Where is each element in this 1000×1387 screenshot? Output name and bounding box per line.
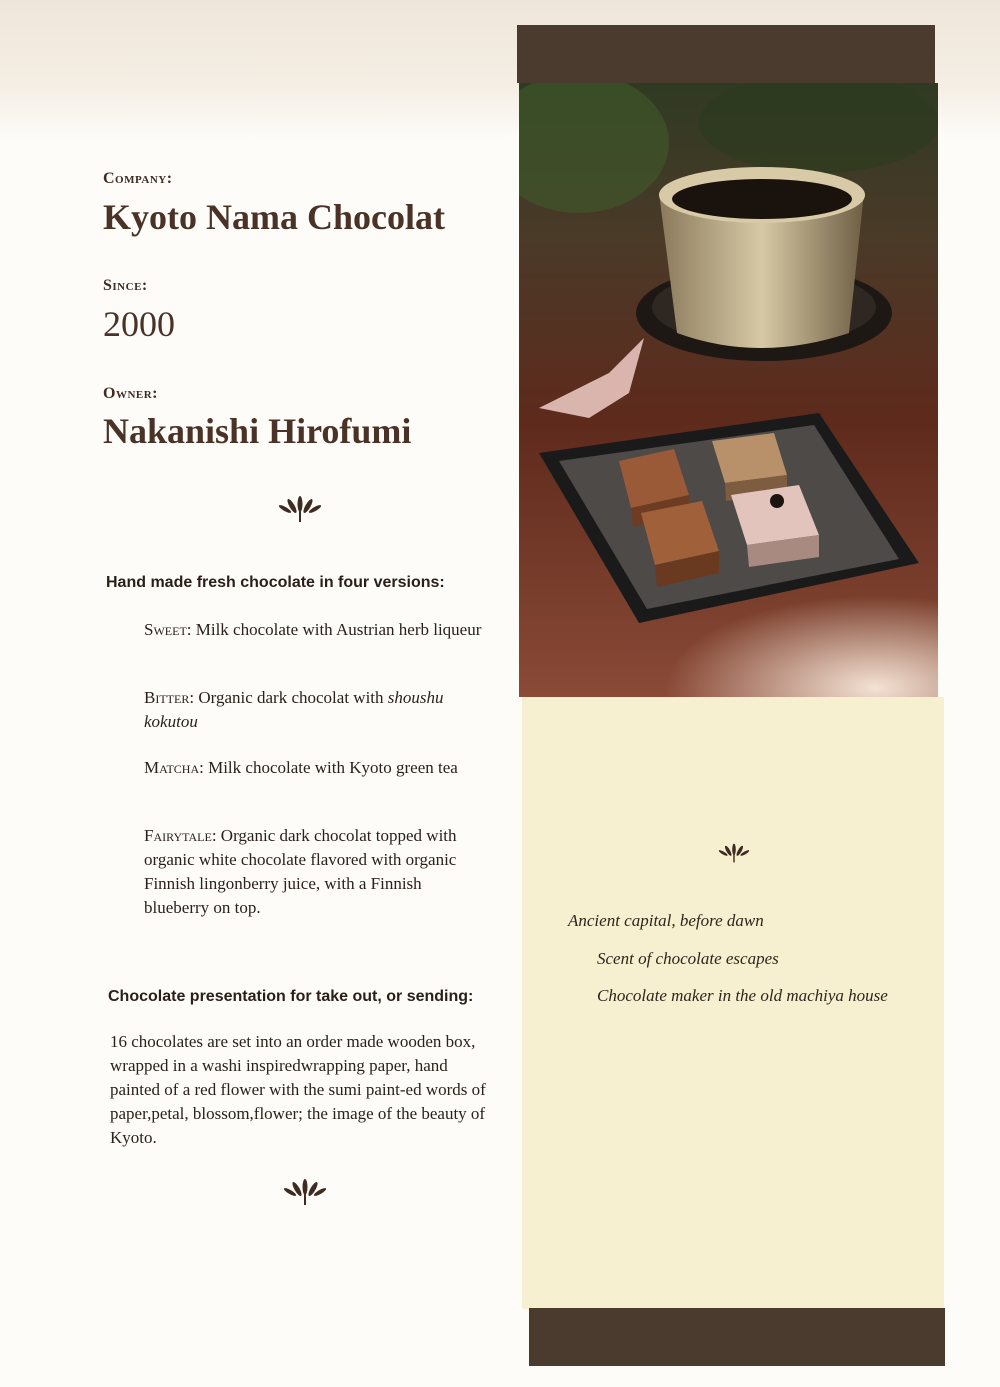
version-name: Sweet:	[144, 620, 192, 639]
haiku-line-3: Chocolate maker in the old machiya house	[597, 986, 888, 1005]
version-name: Matcha:	[144, 758, 204, 777]
company-name: Kyoto Nama Chocolat	[103, 197, 445, 237]
bottom-dark-band	[529, 1308, 945, 1366]
version-name: Fairytale:	[144, 826, 217, 845]
version-matcha	[144, 756, 489, 780]
version-text: Milk chocolate with Kyoto green tea	[203, 758, 458, 777]
version-text: Organic dark chocolat topped with organic white chocolate flavored with organic Finnish lingonberry juice, with a Finnish blueberry on top.	[144, 826, 457, 917]
owner-name: Nakanishi Hirofumi	[103, 411, 412, 451]
presentation-heading: Chocolate presentation for take out, or sending:	[108, 988, 474, 1005]
flower-ornament-icon	[275, 494, 325, 524]
company-label: Company:	[103, 170, 173, 187]
version-bitter	[144, 686, 489, 734]
since-label: Since:	[103, 277, 148, 294]
version-text: Organic dark chocolat with	[194, 688, 388, 707]
version-italic-text: shoushu kokutou	[144, 688, 444, 731]
flower-ornament-icon	[716, 842, 752, 864]
haiku-line-1: Ancient capital, before dawn	[568, 911, 764, 930]
versions-heading: Hand made fresh chocolate in four versions:	[106, 574, 445, 591]
owner-label: Owner:	[103, 385, 158, 402]
since-year: 2000	[103, 304, 175, 344]
version-name: Bitter:	[144, 688, 195, 707]
version-text: Milk chocolate with Austrian herb liqueur	[191, 620, 482, 639]
haiku-line-2: Scent of chocolate escapes	[597, 949, 779, 968]
top-dark-band	[517, 25, 935, 83]
chocolate-tea-photo	[519, 83, 938, 697]
presentation-text: 16 chocolates are set into an order made wooden box, wrapped in a washi inspiredwrapping paper, hand painted of a red flower with the sumi paint-ed words of paper,petal, blossom,flower; the image of the beauty of Kyoto.	[110, 1032, 486, 1147]
flower-ornament-icon	[280, 1177, 330, 1207]
version-fairytale	[144, 824, 489, 920]
version-sweet	[144, 618, 489, 642]
